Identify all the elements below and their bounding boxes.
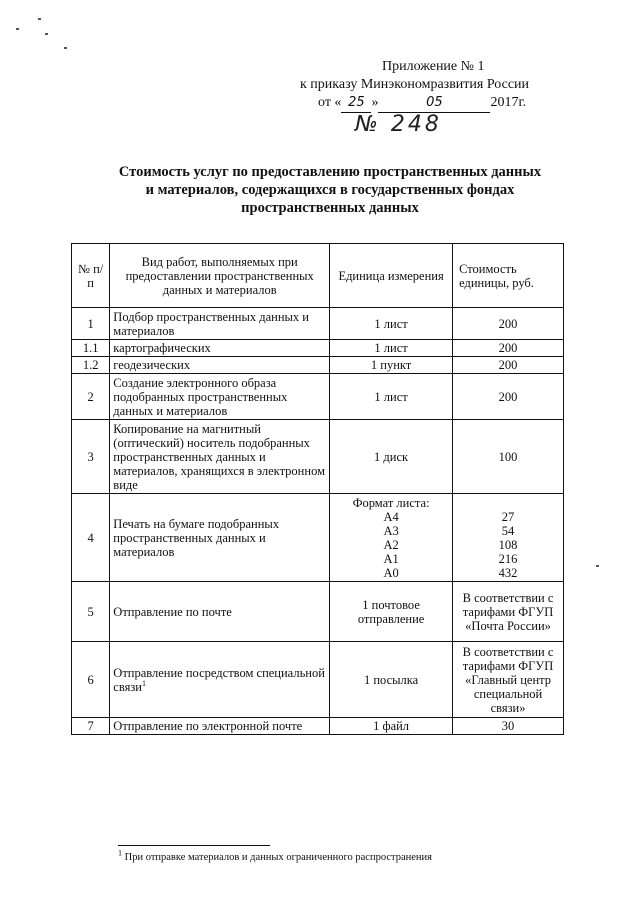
date-month: 05 [378,94,490,113]
table-header-row [72,244,564,308]
scan-speck [38,18,41,20]
format-a0: А0 [383,565,399,580]
format-label: Формат листа: [352,495,430,510]
row-work: Печать на бумаге подобранных пространственных данных и материалов [110,494,330,582]
row-unit: 1 посылка [330,642,453,718]
table-row [72,357,564,374]
row-work: Отправление по почте [110,582,330,642]
title-line: и материалов, содержащихся в государственных фондах [145,182,515,198]
row-unit-formats [330,494,453,582]
row-number: 2 [72,374,110,420]
row-number: 1.1 [72,340,110,357]
row-work: картографических [110,340,330,357]
cost-a2: 108 [498,538,518,552]
row-cost: В соответствии с тарифами ФГУП «Главный центр специальной связи» [453,642,564,718]
services-cost-table [71,243,564,735]
format-a3: А3 [383,523,399,538]
row-number: 4 [72,494,110,582]
row-work [110,642,330,718]
cost-a1: 216 [498,552,518,566]
order-reference: к приказу Минэкономразвития России [300,77,530,92]
row-unit: 1 лист [330,308,453,340]
header-unit: Единица измерения [330,244,453,308]
row-cost: 100 [453,420,564,494]
table-row-email [72,718,564,735]
table-row-post [72,582,564,642]
appendix-label: Приложение № 1 [382,59,485,74]
row-unit: 1 пункт [330,357,453,374]
footnote-text: При отправке материалов и данных ограниченного распространения [124,852,432,863]
footnote [118,848,432,863]
document-title [90,163,570,217]
cost-a4: 27 [501,510,515,524]
format-a2: А2 [383,537,399,552]
table-row [72,308,564,340]
header-cost: Стоимость единицы, руб. [453,244,564,308]
row-cost: 200 [453,340,564,357]
cost-a0: 432 [498,566,518,580]
row-unit: 1 файл [330,718,453,735]
handwritten-order-number: № 248 [355,112,442,137]
row-cost: 200 [453,308,564,340]
row-number: 3 [72,420,110,494]
row-number: 7 [72,718,110,735]
row-number: 5 [72,582,110,642]
scan-speck [16,28,19,30]
appendix-header [300,58,529,113]
table-row-print [72,494,564,582]
row-cost-formats [453,494,564,582]
special-work-text: Отправление посредством специальной связи [113,665,325,694]
footnote-number: 1 [118,848,122,858]
footnote-divider [118,845,270,846]
date-year: 2017г. [490,95,527,110]
row-unit: 1 почтовое отправление [330,582,453,642]
title-line: пространственных данных [241,200,419,216]
row-work: геодезических [110,357,330,374]
row-work: Копирование на магнитный (оптический) носитель подобранных пространственных данных и материалов, хранящихся в электронном виде [110,420,330,494]
order-date: от « 25 » 05 2017г. [300,94,529,113]
date-day: 25 [341,94,371,113]
row-number: 1 [72,308,110,340]
row-unit: 1 диск [330,420,453,494]
footnote-marker: 1 [141,678,146,688]
row-work: Отправление по электронной почте [110,718,330,735]
table-row [72,374,564,420]
header-work-type: Вид работ, выполняемых при предоставлении пространственных данных и материалов [110,244,330,308]
format-a4: А4 [383,509,399,524]
row-work: Подбор пространственных данных и материалов [110,308,330,340]
table-row-special [72,642,564,718]
row-number: 6 [72,642,110,718]
scan-speck [596,565,599,567]
table-row [72,340,564,357]
format-a1: А1 [383,551,399,566]
scan-speck [64,47,67,49]
table-row [72,420,564,494]
cost-a3: 54 [501,524,515,538]
row-cost: В соответствии с тарифами ФГУП «Почта России» [453,582,564,642]
row-cost: 200 [453,357,564,374]
header-number: № п/п [72,244,110,308]
scan-speck [45,33,48,35]
row-cost: 30 [453,718,564,735]
title-line: Стоимость услуг по предоставлению пространственных данных [118,164,542,180]
row-work: Создание электронного образа подобранных пространственных данных и материалов [110,374,330,420]
row-number: 1.2 [72,357,110,374]
row-cost: 200 [453,374,564,420]
row-unit: 1 лист [330,374,453,420]
row-unit: 1 лист [330,340,453,357]
